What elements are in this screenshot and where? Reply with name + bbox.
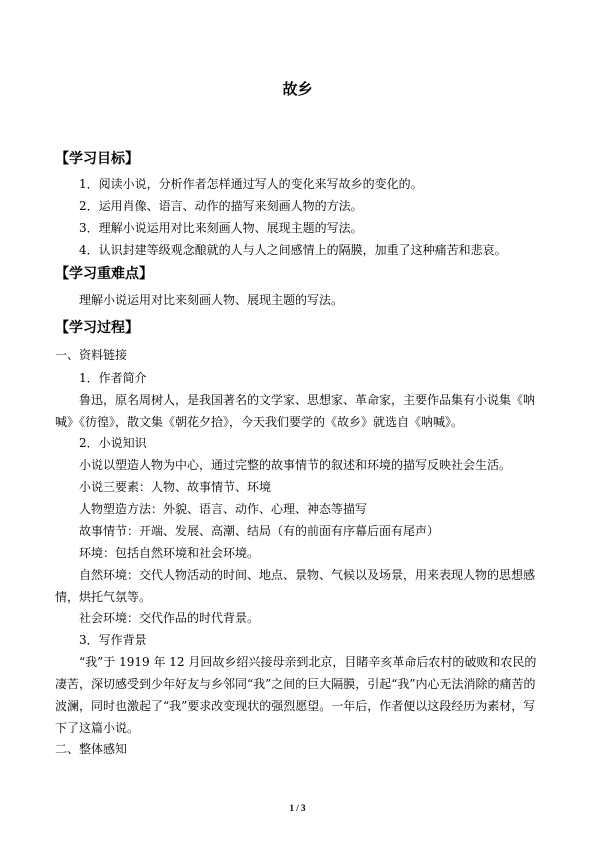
key-points-heading: 【学习重难点】 xyxy=(55,266,153,282)
goal-item-3: 3．理解小说运用对比来刻画人物、展现主题的写法。 xyxy=(79,221,363,235)
subheading-novel: 2．小说知识 xyxy=(79,436,147,450)
background-text: “我”于 1919 年 12 月回故乡绍兴接母亲到北京，目睹辛亥革命后农村的破败和农民的凄苦，深切感受到少年好友与乡邻同“我”之间的巨大隔膜，引起“我”内心无法消除的痛苦的波澜，同时也激起了“我”要求改变现状的强烈愿望。一年后，作者便以这段经历为素材，写下了这篇小说。 xyxy=(55,655,537,735)
novel-knowledge-4: 故事情节：开端、发展、高潮、结局（有的前面有序幕后面有尾声） xyxy=(79,524,440,538)
novel-knowledge-3: 人物塑造方法：外貌、语言、动作、心理、神态等描写 xyxy=(79,502,368,516)
subheading-author: 1．作者简介 xyxy=(79,371,147,385)
section-heading-2: 二、整体感知 xyxy=(55,742,128,756)
goals-heading: 【学习目标】 xyxy=(55,151,139,167)
subheading-background: 3．写作背景 xyxy=(79,633,147,647)
novel-knowledge-7: 社会环境：交代作品的时代背景。 xyxy=(79,611,260,625)
goal-item-2: 2．运用肖像、语言、动作的描写来刻画人物的方法。 xyxy=(79,199,363,213)
novel-knowledge-5: 环境：包括自然环境和社会环境。 xyxy=(79,546,260,560)
section-heading-1: 一、资料链接 xyxy=(55,348,128,362)
novel-knowledge-6: 自然环境：交代人物活动的时间、地点、景物、气候以及场景，用来表现人物的思想感情，烘托气氛等。 xyxy=(55,568,536,604)
goal-item-4: 4．认识封建等级观念酿就的人与人之间感情上的隔膜，加重了这种痛苦和悲哀。 xyxy=(79,243,507,257)
key-points-text: 理解小说运用对比来刻画人物、展现主题的写法。 xyxy=(79,293,344,307)
goal-item-1: 1．阅读小说，分析作者怎样通过写人的变化来写故乡的变化的。 xyxy=(79,177,423,191)
novel-knowledge-1: 小说以塑造人物为中心，通过完整的故事情节的叙述和环境的描写反映社会生活。 xyxy=(79,458,512,472)
author-intro: 鲁迅，原名周树人，是我国著名的文学家、思想家、革命家，主要作品集有小说集《呐喊》《彷徨》，散文集《朝花夕拾》，今天我们要学的《故乡》就选自《呐喊》。 xyxy=(55,393,536,429)
novel-knowledge-2: 小说三要素：人物、故事情节、环境 xyxy=(79,480,272,494)
page-number: 1 / 3 xyxy=(289,803,306,813)
page-title: 故乡 xyxy=(282,80,313,98)
process-heading: 【学习过程】 xyxy=(55,320,139,336)
